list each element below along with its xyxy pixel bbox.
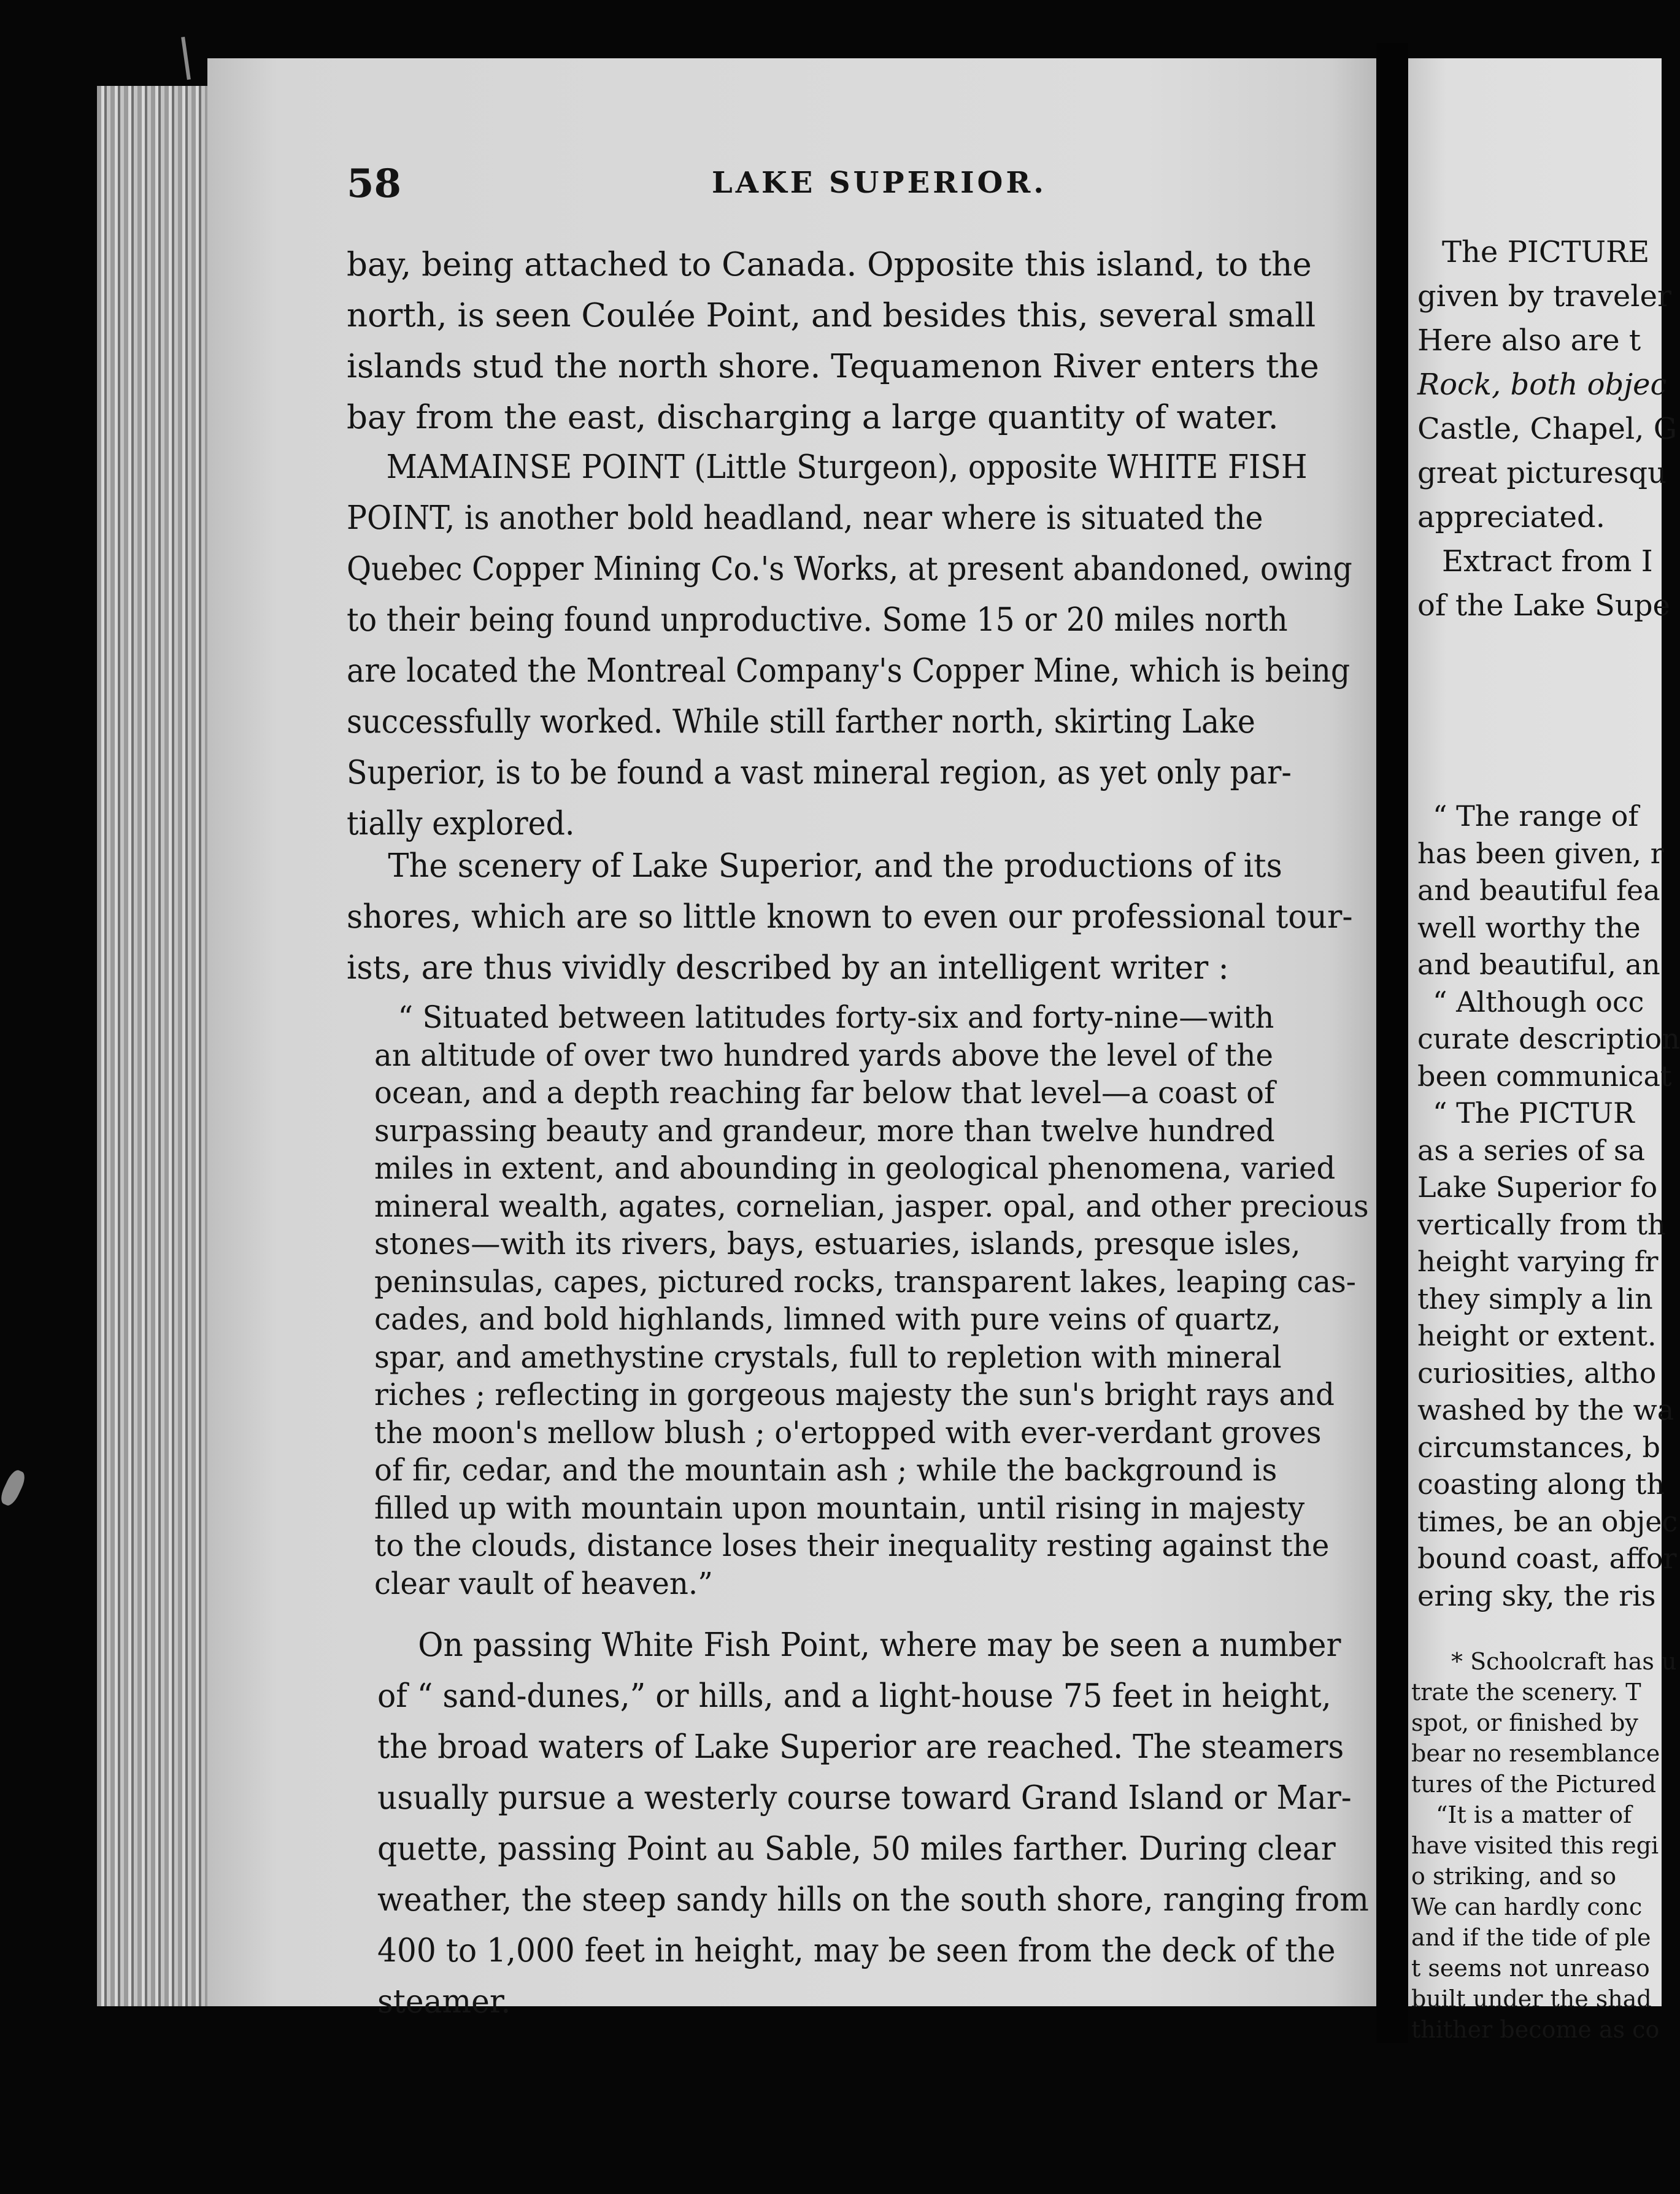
text-line: has been given, r bbox=[1417, 836, 1664, 870]
text-line: spar, and amethystine crystals, full to repletion with mineral bbox=[374, 1339, 1282, 1375]
text-line: surpassing beauty and grandeur, more than twelve hundred bbox=[374, 1112, 1275, 1149]
text-line: Lake Superior fo bbox=[1417, 1171, 1658, 1204]
text-line: Here also are t bbox=[1417, 323, 1641, 358]
right-page-footnote bbox=[1408, 1646, 1676, 2045]
text-line: and beautiful, an bbox=[1417, 948, 1660, 981]
text-line: as a series of sa bbox=[1417, 1133, 1646, 1167]
block-quote bbox=[374, 999, 1407, 1603]
text-line: Superior, is to be found a vast mineral region, as yet only par- bbox=[347, 754, 1292, 791]
film-scratch-mark bbox=[181, 37, 191, 80]
text-line: “ Situated between latitudes forty-six and forty-nine—with bbox=[398, 999, 1274, 1035]
text-line: height varying fr bbox=[1417, 1245, 1659, 1278]
text-line: have visited this regi bbox=[1411, 1832, 1659, 1859]
text-line: of the Lake Supe bbox=[1417, 588, 1670, 623]
text-line: been communicat bbox=[1417, 1059, 1672, 1093]
text-line: o striking, and so bbox=[1411, 1863, 1617, 1890]
right-page bbox=[1408, 58, 1680, 2043]
book-page-edges bbox=[97, 86, 207, 2006]
text-line: built under the shad bbox=[1411, 1985, 1652, 2012]
text-line: bound coast, affor bbox=[1417, 1542, 1677, 1575]
text-line: clear vault of heaven.” bbox=[374, 1565, 713, 1601]
text-line: are located the Montreal Company's Copper Mine, which is being bbox=[347, 652, 1351, 690]
text-line: POINT, is another bold headland, near where is situated the bbox=[347, 499, 1263, 537]
text-line: given by traveler bbox=[1417, 279, 1671, 314]
text-line: * Schoolcraft has u bbox=[1451, 1648, 1677, 1675]
text-line: ists, are thus vividly described by an intelligent writer : bbox=[347, 949, 1229, 987]
text-line: MAMAINSE POINT (Little Sturgeon), opposite WHITE FISH bbox=[386, 448, 1308, 486]
text-line: coasting along th bbox=[1417, 1468, 1665, 1501]
text-line: quette, passing Point au Sable, 50 miles farther. During clear bbox=[377, 1830, 1336, 1868]
film-speck-mark bbox=[0, 1468, 28, 1507]
text-line: peninsulas, capes, pictured rocks, transparent lakes, leaping cas- bbox=[374, 1263, 1357, 1299]
text-line: filled up with mountain upon mountain, until rising in majesty bbox=[374, 1490, 1305, 1526]
text-line: shores, which are so little known to even our professional tour- bbox=[347, 898, 1353, 936]
text-line: Extract from I bbox=[1442, 544, 1653, 579]
text-line: ocean, and a depth reaching far below that level—a coast of bbox=[374, 1075, 1275, 1110]
text-line: islands stud the north shore. Tequamenon River enters the bbox=[347, 348, 1319, 385]
text-line: they simply a lin bbox=[1417, 1282, 1653, 1315]
text-line: north, is seen Coulée Point, and besides this, several small bbox=[347, 297, 1316, 334]
text-line: thither become as co bbox=[1411, 2016, 1660, 2043]
text-line: Quebec Copper Mining Co.'s Works, at present abandoned, owing bbox=[347, 550, 1352, 588]
text-line: “ The PICTUR bbox=[1433, 1096, 1635, 1130]
text-line: height or extent. bbox=[1417, 1319, 1657, 1352]
text-line: “It is a matter of bbox=[1436, 1801, 1632, 1828]
text-line: spot, or finished by bbox=[1411, 1709, 1638, 1736]
text-line: steamer. bbox=[377, 1983, 511, 2020]
page-number: 58 bbox=[347, 161, 402, 207]
text-line: riches ; reflecting in gorgeous majesty the sun's bright rays and bbox=[374, 1377, 1335, 1412]
text-line: Rock, both objec bbox=[1417, 368, 1667, 402]
text-line: to their being found unproductive. Some 15 or 20 miles north bbox=[347, 601, 1288, 639]
text-line: curiosities, altho bbox=[1417, 1356, 1657, 1390]
right-page-block-middle bbox=[1408, 798, 1680, 1614]
text-line: On passing White Fish Point, where may be seen a number bbox=[418, 1626, 1341, 1664]
text-line: bear no resemblance bbox=[1411, 1740, 1660, 1767]
text-line: cades, and bold highlands, limned with pure veins of quartz, bbox=[374, 1301, 1281, 1337]
text-line: of fir, cedar, and the mountain ash ; while the background is bbox=[374, 1452, 1277, 1488]
text-line: and if the tide of ple bbox=[1411, 1924, 1651, 1951]
text-line: well worthy the bbox=[1417, 910, 1641, 944]
text-line: 400 to 1,000 feet in height, may be seen from the deck of the bbox=[377, 1932, 1336, 1969]
paragraph-2 bbox=[347, 442, 1435, 849]
text-line: The scenery of Lake Superior, and the productions of its bbox=[388, 847, 1282, 885]
text-line: tially explored. bbox=[347, 805, 575, 842]
text-line: t seems not unreaso bbox=[1411, 1955, 1650, 1982]
text-line: great picturesqu bbox=[1417, 456, 1667, 490]
text-line: miles in extent, and abounding in geological phenomena, varied bbox=[374, 1150, 1336, 1186]
text-line: the broad waters of Lake Superior are reached. The steamers bbox=[377, 1728, 1344, 1766]
text-line: bay, being attached to Canada. Opposite this island, to the bbox=[347, 246, 1312, 283]
text-line: of “ sand-dunes,” or hills, and a light-house 75 feet in height, bbox=[377, 1677, 1331, 1715]
text-line: “ Although occ bbox=[1433, 985, 1644, 1018]
paragraph-3 bbox=[347, 841, 1392, 993]
text-line: weather, the steep sandy hills on the south shore, ranging from bbox=[377, 1881, 1369, 1919]
text-line: stones—with its rivers, bays, estuaries, islands, presque isles, bbox=[374, 1226, 1301, 1261]
text-line: circumstances, b bbox=[1417, 1430, 1660, 1464]
text-line: curate description bbox=[1417, 1022, 1680, 1055]
text-line: appreciated. bbox=[1417, 500, 1605, 534]
text-line: trate the scenery. T bbox=[1411, 1679, 1641, 1706]
text-line: tures of the Pictured bbox=[1411, 1771, 1657, 1798]
text-line: mineral wealth, agates, cornelian, jasper. opal, and other precious bbox=[374, 1188, 1369, 1224]
text-line: bay from the east, discharging a large quantity of water. bbox=[347, 399, 1279, 436]
text-line: successfully worked. While still farther north, skirting Lake bbox=[347, 703, 1255, 741]
text-line: usually pursue a westerly course toward Grand Island or Mar- bbox=[377, 1779, 1352, 1817]
right-page-block-top bbox=[1408, 230, 1677, 628]
text-line: times, be an objec bbox=[1417, 1504, 1678, 1538]
text-line: The PICTURE bbox=[1442, 235, 1650, 269]
paragraph-1 bbox=[347, 239, 1319, 443]
text-line: an altitude of over two hundred yards above the level of the bbox=[374, 1037, 1274, 1073]
text-line: “ The range of bbox=[1433, 799, 1639, 833]
text-line: to the clouds, distance loses their inequality resting against the bbox=[374, 1528, 1330, 1563]
text-line: vertically from th bbox=[1417, 1207, 1666, 1241]
text-line: and beautiful fea bbox=[1417, 874, 1660, 907]
text-line: the moon's mellow blush ; o'ertopped with ever-verdant groves bbox=[374, 1414, 1322, 1450]
text-line: ering sky, the ris bbox=[1417, 1579, 1656, 1612]
text-line: We can hardly conc bbox=[1411, 1893, 1643, 1920]
text-line: washed by the wa bbox=[1417, 1393, 1674, 1426]
running-head: LAKE SUPERIOR. bbox=[712, 166, 1047, 200]
text-line: Castle, Chapel, G bbox=[1417, 412, 1678, 446]
paragraph-4 bbox=[377, 1620, 1424, 2027]
